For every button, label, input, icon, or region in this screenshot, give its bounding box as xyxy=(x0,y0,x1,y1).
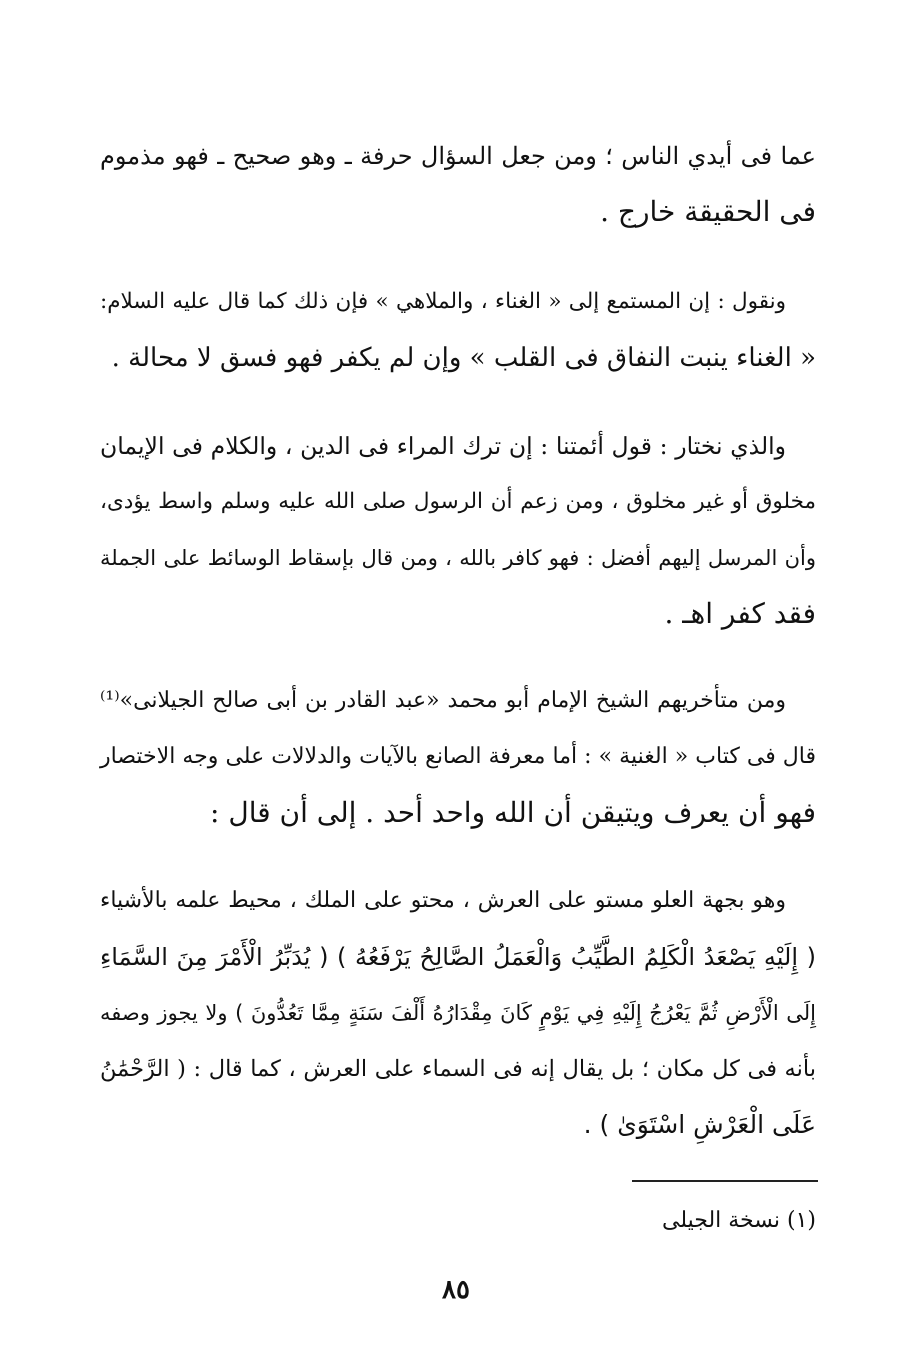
quran-verse-line: إِلَى الْأَرْضِ ثُمَّ يَعْرُجُ إِلَيْهِ فِي يَوْمٍ كَانَ مِقْدَارُهُ أَلْفَ سَنَةٍ مِمَّا تَعُدُّونَ ) ولا يجوز وصفه xyxy=(100,1001,816,1025)
paragraph-3 xyxy=(100,418,816,642)
page-number: ٨٥ xyxy=(442,1275,470,1305)
text-line: مخلوق أو غير مخلوق ، ومن زعم أن الرسول صلى الله عليه وسلم واسط يؤدى، xyxy=(100,489,816,514)
footnote: (١) نسخة الجيلى xyxy=(661,1208,816,1233)
text-line: فهو أن يعرف ويتيقن أن الله واحد أحد . إلى أن قال : xyxy=(210,796,816,829)
footnote-divider xyxy=(632,1180,818,1182)
text-line: « الغناء ينبت النفاق فى القلب » وإن لم يكفر فهو فسق لا محالة . xyxy=(111,343,816,373)
paragraph-4 xyxy=(100,673,816,841)
text-line: فى الحقيقة خارج . xyxy=(600,195,816,228)
text-line: بأنه فى كل مكان ؛ بل يقال إنه فى السماء على العرش ، كما قال : ( الرَّحْمَٰنُ xyxy=(100,1056,816,1082)
quran-verse-line: ( إِلَيْهِ يَصْعَدُ الْكَلِمُ الطَّيِّبُ وَالْعَمَلُ الصَّالِحُ يَرْفَعُهُ ) ( يُدَبِّرُ الْأَمْرَ مِنَ السَّمَاءِ xyxy=(100,943,816,971)
quran-verse-line: عَلَى الْعَرْشِ اسْتَوَىٰ ) . xyxy=(583,1110,816,1139)
text-line: ونقول : إن المستمع إلى « الغناء ، والملاهي » فإن ذلك كما قال عليه السلام: xyxy=(100,289,786,314)
text-line: قال فى كتاب « الغنية » : أما معرفة الصانع بالآيات والدلالات على وجه الاختصار xyxy=(100,744,816,769)
text-line: عما فى أيدي الناس ؛ ومن جعل السؤال حرفة ـ وهو صحيح ـ فهو مذموم xyxy=(100,142,816,170)
text-line: والذي نختار : قول أئمتنا : إن ترك المراء فى الدين ، والكلام فى الإيمان xyxy=(100,432,786,460)
paragraph-5 xyxy=(100,873,816,1153)
paragraph-2 xyxy=(100,274,816,386)
text-line: فقد كفر اهـ . xyxy=(664,597,816,630)
text-line: وهو بجهة العلو مستو على العرش ، محتو على الملك ، محيط علمه بالأشياء xyxy=(100,888,786,913)
text-line: وأن المرسل إليهم أفضل : فهو كافر بالله ، ومن قال بإسقاط الوسائط على الجملة xyxy=(100,546,816,570)
paragraph-1 xyxy=(100,128,816,240)
text-line: ومن متأخريهم الشيخ الإمام أبو محمد «عبد القادر بن أبى صالح الجيلانى»⁽¹⁾ xyxy=(100,688,786,713)
